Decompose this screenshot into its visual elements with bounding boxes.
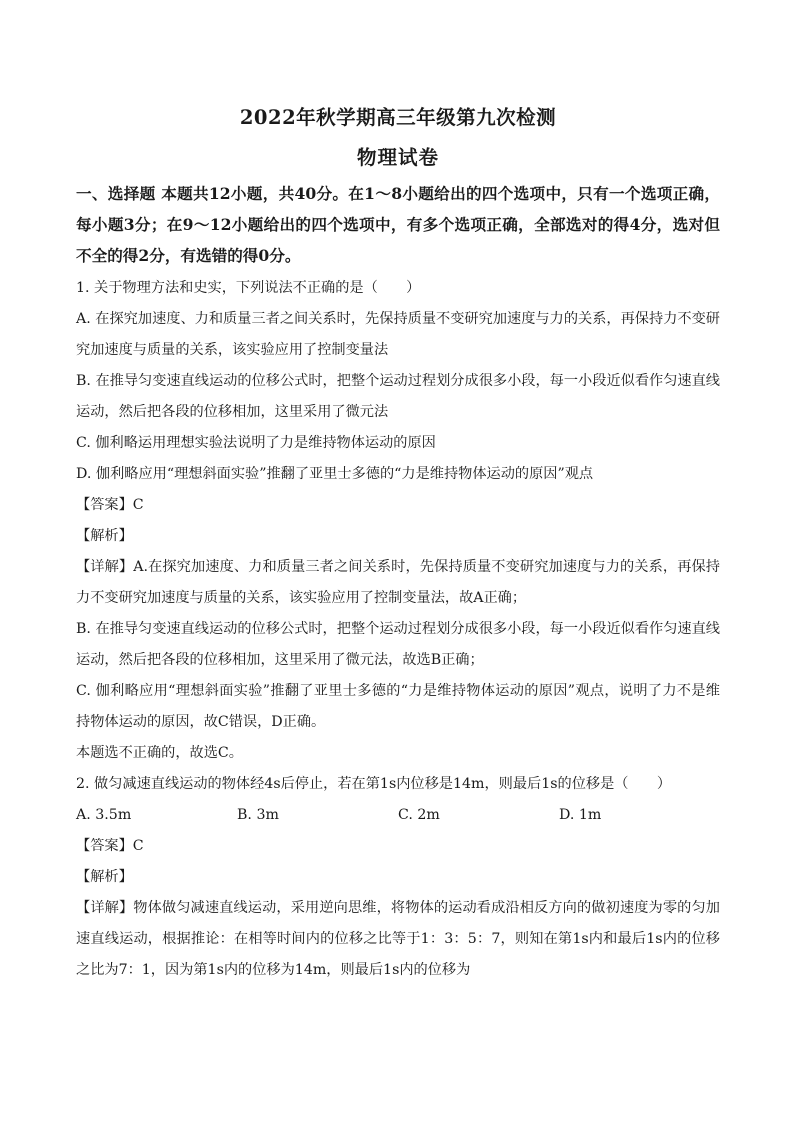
option-d: D. 伽利略应用“理想斜面实验”推翻了亚里士多德的“力是维持物体运动的原因”观点: [76, 466, 594, 482]
question-stem: 1. 关于物理方法和史实，下列说法不正确的是（ ）: [76, 280, 421, 296]
detail-paragraph: 【详解】A.在探究加速度、力和质量三者之间关系时，先保持质量不变研究加速度与力的关系，再保持力不变研究加速度与质量的关系，该实验应用了控制变量法，故A正确；: [76, 559, 720, 606]
question-2: [76, 769, 720, 986]
analysis-label: 【解析】: [76, 869, 133, 885]
detail-paragraph: C. 伽利略应用“理想斜面实验”推翻了亚里士多德的“力是维持物体运动的原因”观点，说明了力不是维持物体运动的原因，故C错误，D正确。: [76, 683, 720, 730]
question-1: [76, 273, 720, 769]
detail-paragraph: B. 在推导匀变速直线运动的位移公式时，把整个运动过程划分成很多小段，每一小段近似看作匀速直线运动，然后把各段的位移相加，这里采用了微元法，故选B正确；: [76, 621, 720, 668]
option-d: D. 1m: [559, 807, 602, 823]
option-b: B. 3m: [237, 807, 279, 823]
question-stem: 2. 做匀减速直线运动的物体经4s后停止，若在第1s内位移是14m，则最后1s的位移是（ ）: [76, 776, 672, 792]
answer-label: 【答案】C: [76, 497, 144, 513]
option-b: B. 在推导匀变速直线运动的位移公式时，把整个运动过程划分成很多小段，每一小段近似看作匀速直线运动，然后把各段的位移相加，这里采用了微元法: [76, 373, 720, 420]
section-heading: 一、选择题 本题共12小题，共40分。在1～8小题给出的四个选项中，只有一个选项正确，每小题3分；在9～12小题给出的四个选项中，有多个选项正确，全部选对的得4分，选对但不全的得2分，有选错的得0分。: [76, 184, 720, 265]
analysis-label: 【解析】: [76, 528, 133, 544]
option-c: C. 伽利略运用理想实验法说明了力是维持物体运动的原因: [76, 435, 436, 451]
page-title: 2022年秋学期高三年级第九次检测: [239, 106, 557, 129]
detail-paragraph: 【详解】物体做匀减速直线运动，采用逆向思维，将物体的运动看成沿相反方向的做初速度为零的匀加速直线运动，根据推论：在相等时间内的位移之比等于1：3：5：7，则知在第1s内和最后1s内的位移之比为7：1，因为第1s内的位移为14m，则最后1s内的位移为: [76, 900, 720, 978]
option-a: A. 3.5m: [76, 807, 132, 823]
document-content: [76, 100, 720, 986]
option-a: A. 在探究加速度、力和质量三者之间关系时，先保持质量不变研究加速度与力的关系，再保持力不变研究加速度与质量的关系，该实验应用了控制变量法: [76, 311, 720, 358]
page-subtitle: 物理试卷: [356, 146, 439, 169]
option-c: C. 2m: [398, 807, 440, 823]
options-row: [76, 800, 720, 831]
conclusion-text: 本题选不正确的，故选C。: [76, 745, 243, 761]
answer-label: 【答案】C: [76, 838, 144, 854]
